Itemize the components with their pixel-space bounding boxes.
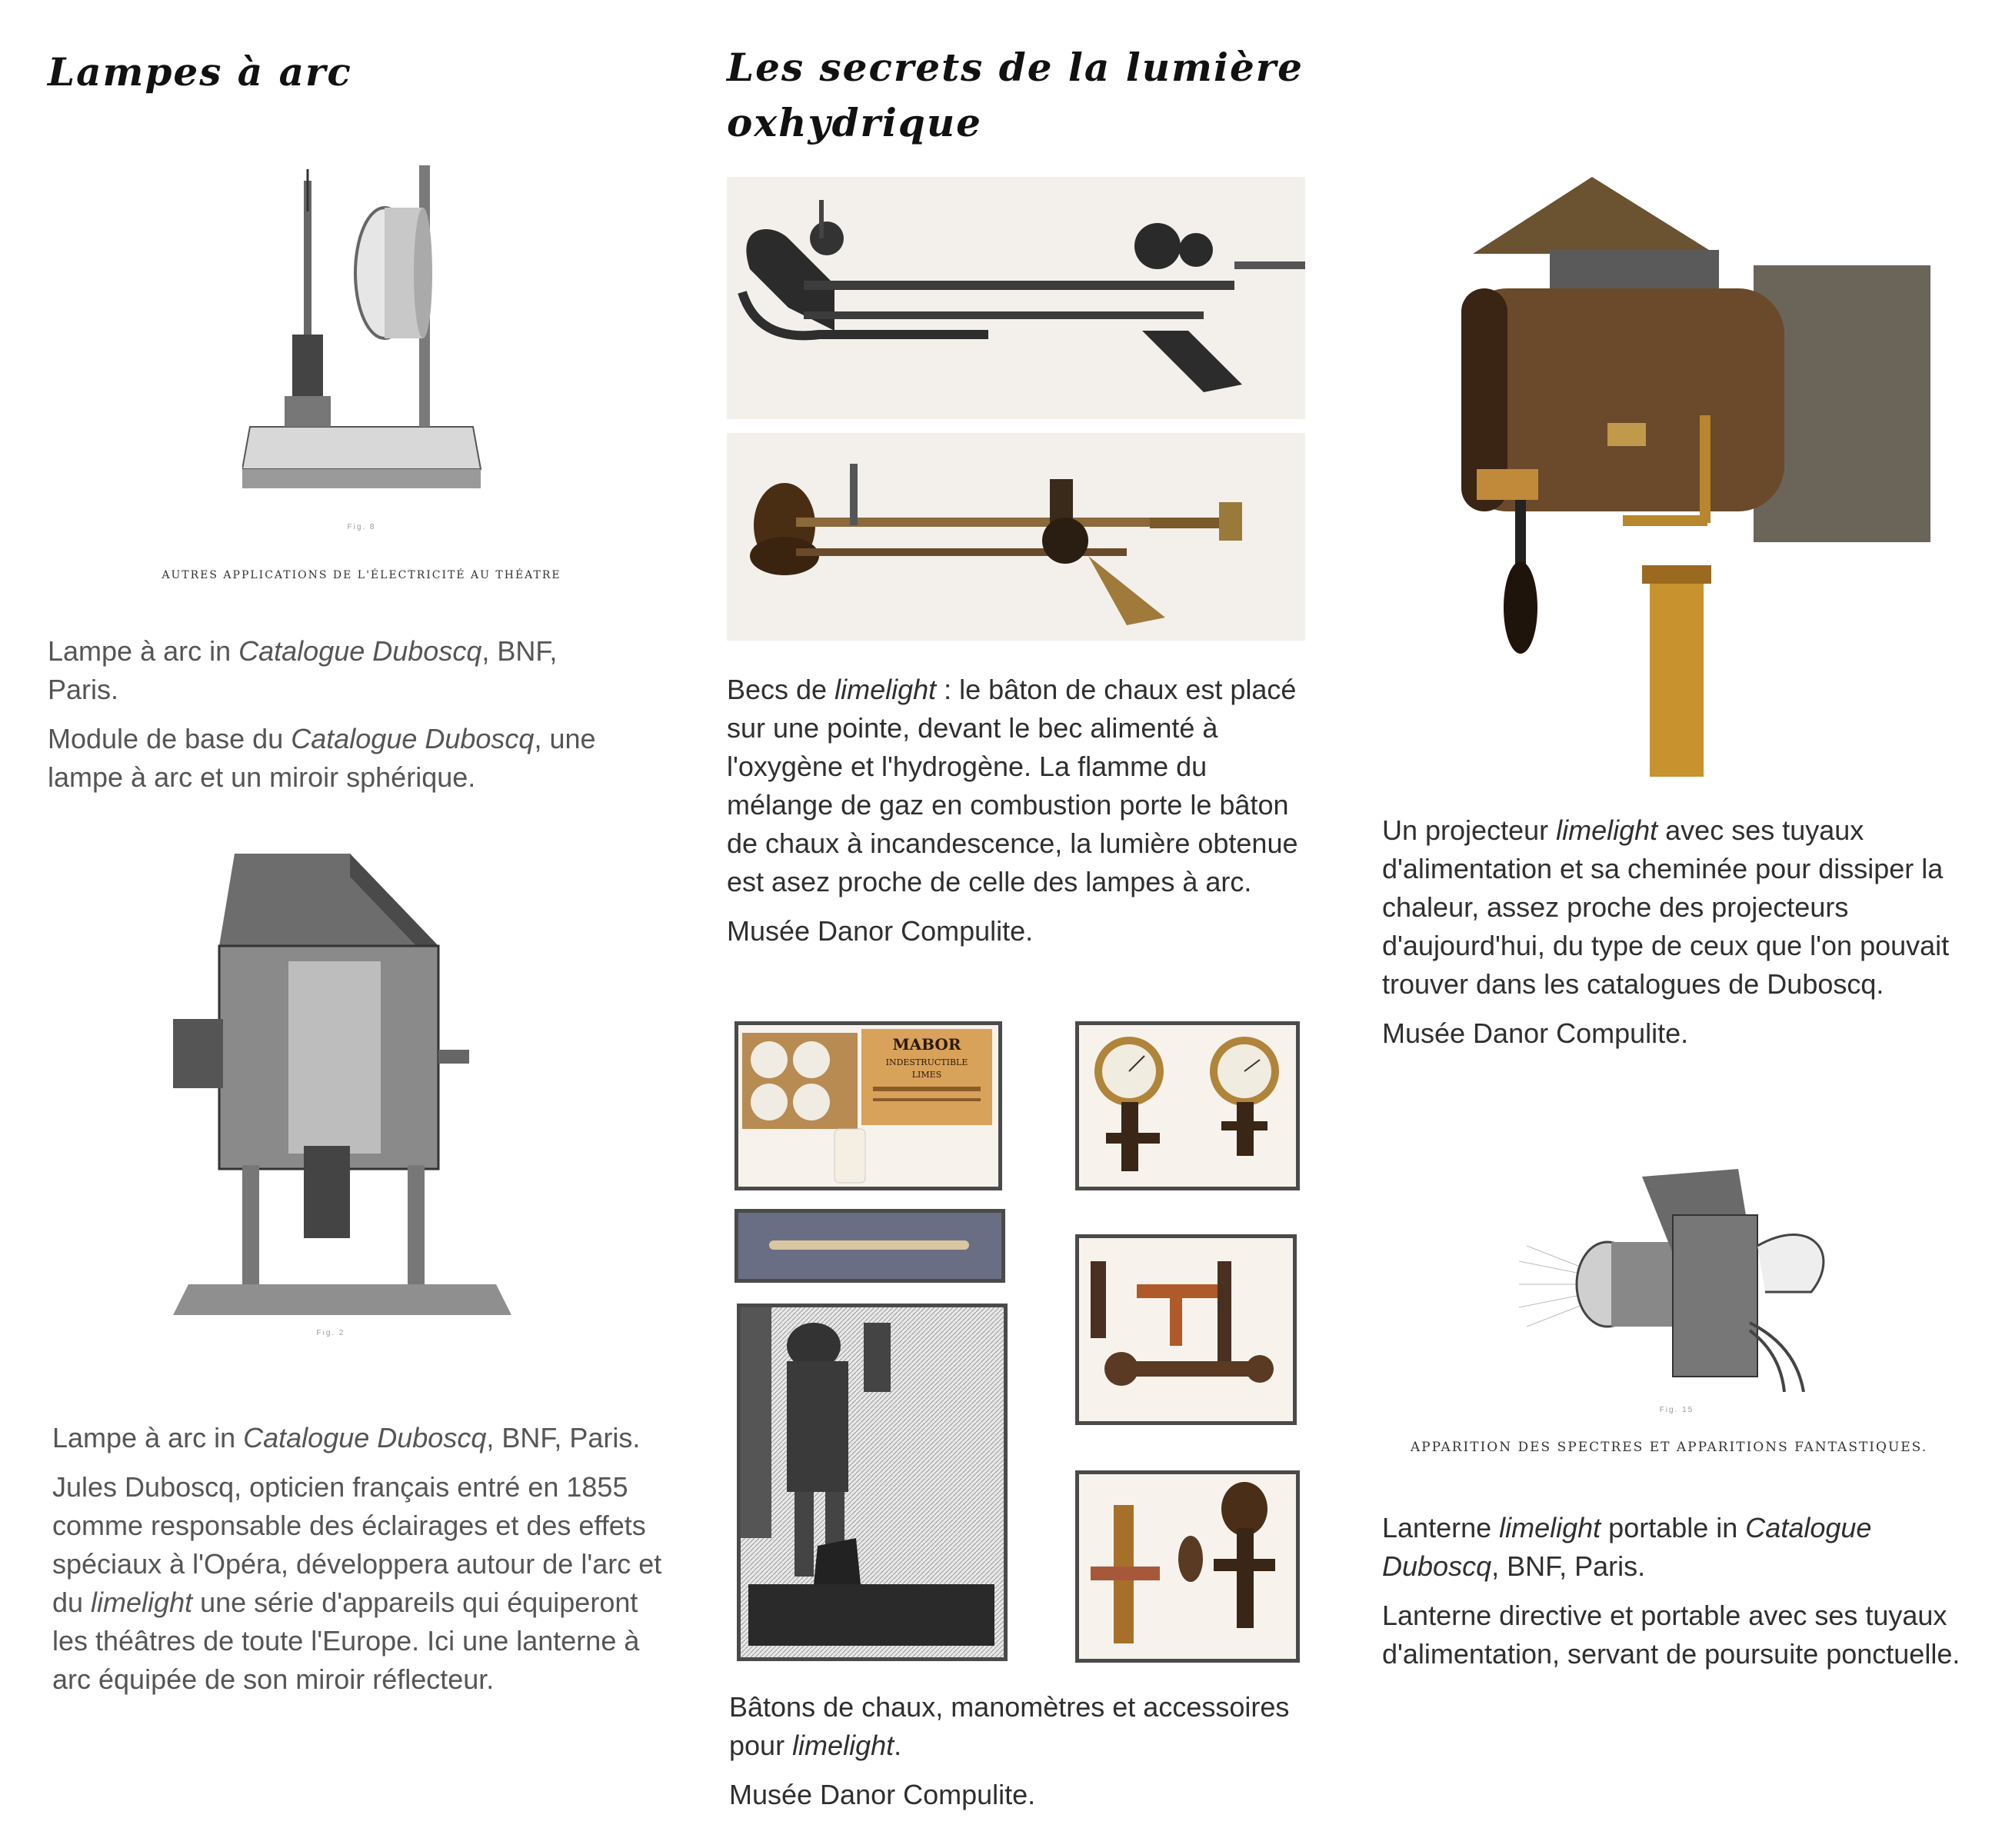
mabor-label: MABOR [892,1035,961,1054]
plate-caption: AUTRES APPLICATIONS DE L'ÉLECTRICITÉ AU THÉATRE [162,569,561,581]
caption-lime-accessories: Bâtons de chaux, manomètres et accessoires pour limelight. Musée Danor Compulite. [729,1691,1290,1810]
plate-caption: APPARITION DES SPECTRES ET APPARITIONS FANTASTIQUES. [1410,1440,1928,1455]
mabor-label: INDESTRUCTIBLE [885,1057,968,1067]
limelight-burner-photo-1 [727,177,1305,419]
section-heading-arc-lamps: Lampes à arc [48,49,352,95]
figure-number: Fig. 2 [316,1329,345,1337]
limelight-burner-photo-2 [727,433,1305,641]
keys-accessories-photo [1075,1234,1297,1425]
arc-lamp-engraving [242,165,488,504]
figure-number: Fig. 8 [347,523,376,531]
section-heading-oxyhydrogen: Les secrets de la lumière oxhydrique [727,45,1304,145]
caption-arc-lamp-1: Lampe à arc in Catalogue Duboscq, BNF, Paris. Module de base du Catalogue Duboscq, une lampe à arc et un miroir sphérique. [48,635,596,793]
caption-arc-lamp-2: Lampe à arc in Catalogue Duboscq, BNF, Paris. Jules Duboscq, opticien français entré en 1855 comme responsable des éclairages et des effets spéciaux à l'Opéra, développera autour de l'arc et du limelight une série d'appareils qui équiperont les théâtres de toute l'Europe. Ici une lanterne à arc équipée de son miroir réflecteur. [52,1422,662,1695]
limelight-operator-engraving [737,1304,1008,1661]
caption-portable-lantern: Lanterne limelight portable in Catalogue Duboscq, BNF, Paris. Lanterne directive et portable avec ses tuyaux d'alimentation, servant de poursuite ponctuelle. [1382,1512,1960,1670]
figure-number: Fig. 15 [1659,1406,1694,1414]
burner-parts-photo [1075,1470,1300,1663]
lime-stick-photo [735,1209,1005,1283]
limelight-projector-photo [1400,177,1954,777]
caption-limelight-burners: Becs de limelight : le bâton de chaux est placé sur une pointe, devant le bec alimenté à l'oxygène et l'hydrogène. La flamme du mélange de gaz en combustion porte le bâton de chaux à incandescence, la lumière obtenue est asez proche de celle des lampes à arc. Musée Danor Compulite. [727,674,1298,947]
lime-sticks-box-photo [735,1021,1002,1190]
mabor-label: LIMES [911,1070,942,1080]
arc-lantern-engraving [173,854,511,1315]
manometers-photo [1075,1021,1300,1190]
caption-limelight-projector: Un projecteur limelight avec ses tuyaux d'alimentation et sa cheminée pour dissiper la chaleur, assez proche des projecteurs d'aujourd'hui, du type de ceux que l'on pouvait trouver dans les catalogues de Duboscq. Musée Danor Compulite. [1382,814,1950,1049]
portable-lantern-engraving [1519,1169,1842,1392]
